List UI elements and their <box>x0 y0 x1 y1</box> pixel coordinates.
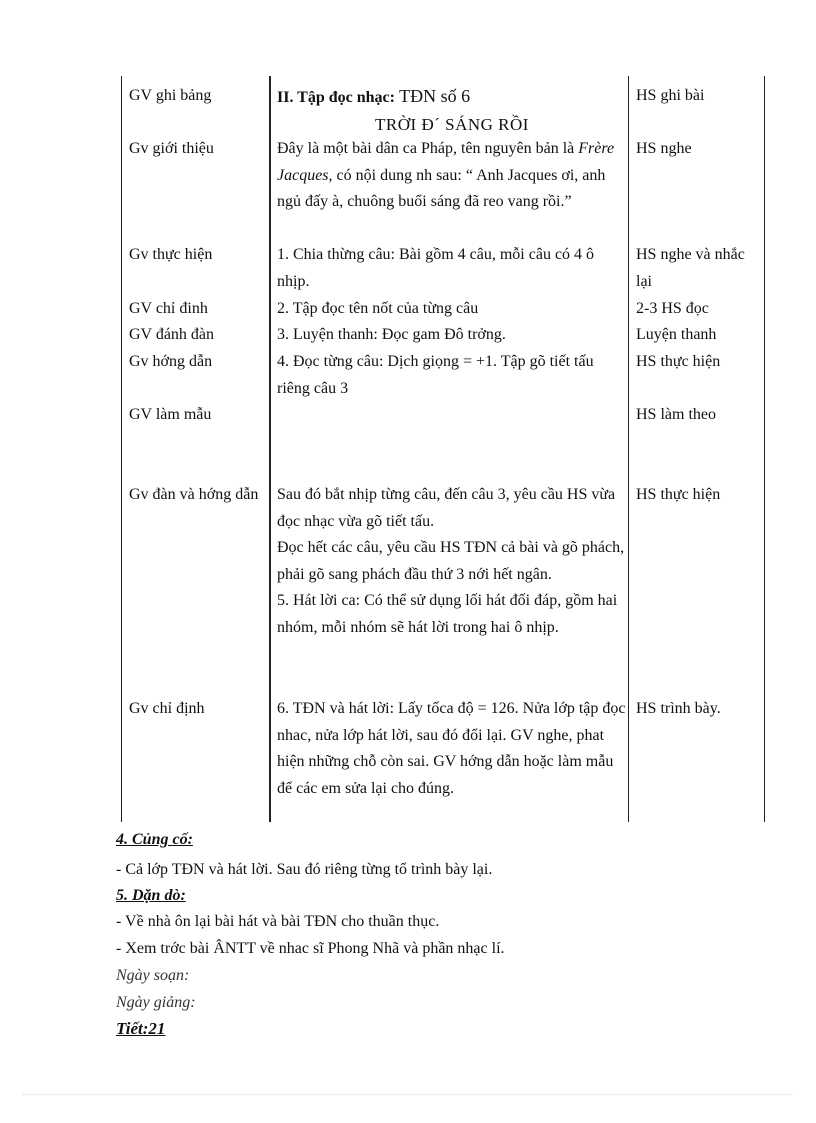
tdn-number: TĐN số 6 <box>394 86 471 106</box>
table-border-mid1 <box>269 76 271 822</box>
student-cell: HS nghe <box>636 140 692 157</box>
page-bottom-divider <box>22 1094 794 1095</box>
content-cell <box>277 83 627 138</box>
intro-text-b: có nội dung nh sau: “ Anh Jacques ơi, anh ngủ đấy à, chuông buổi sáng đã reo vang rồi.” <box>277 166 606 210</box>
teacher-cell: GV ghi bảng <box>129 87 212 104</box>
section4-line: - Cả lớp TĐN và hát lời. Sau đó riêng từng tổ trình bày lại. <box>116 861 493 878</box>
content-paragraph: 5. Hát lời ca: Có thể sử dụng lối hát đối đáp, gồm hai nhóm, mỗi nhóm sẽ hát lời trong hai ô nhịp. <box>277 592 618 636</box>
section-title: II. Tập đọc nhạc: <box>277 89 395 106</box>
section5-line1: - Về nhà ôn lại bài hát và bài TĐN cho thuần thục. <box>116 913 440 930</box>
content-cell: 1. Chia thừng câu: Bài gồm 4 câu, mỗi câu có 4 ô nhịp. <box>277 246 595 290</box>
table-border-right <box>764 76 765 822</box>
teacher-cell: GV đánh đàn <box>129 326 215 343</box>
teacher-cell: GV chỉ đinh <box>129 300 208 317</box>
intro-text-a: Đây là một bài dân ca Pháp, tên nguyên bản là <box>277 140 579 157</box>
student-cell: HS trình bày. <box>636 700 721 717</box>
content-cell: 4. Đọc từng câu: Dịch giọng = +1. Tập gõ tiết tấu riêng câu 3 <box>277 353 594 397</box>
student-cell: HS thực hiện <box>636 486 721 503</box>
teacher-cell: Gv đàn và hớng dẫn <box>129 486 259 503</box>
song-original-name: Frère Jacques, <box>277 140 615 184</box>
ngay-soan: Ngày soạn: <box>116 967 190 984</box>
content-paragraph: Sau đó bắt nhịp từng câu, đến câu 3, yêu cầu HS vừa đọc nhạc vừa gõ tiết tấu. <box>277 486 616 530</box>
teacher-cell: Gv giới thiệu <box>129 140 214 157</box>
student-cell: 2-3 HS đọc <box>636 300 709 317</box>
table-border-mid2 <box>628 76 629 822</box>
student-cell: HS thực hiện <box>636 353 721 370</box>
student-cell: HS ghi bài <box>636 87 705 104</box>
content-paragraph: Đọc hết các câu, yêu cầu HS TĐN cả bài và gõ phách, phải gõ sang phách đầu thứ 3 nới hết ngân. <box>277 539 625 583</box>
ngay-giang: Ngày giảng: <box>116 994 196 1011</box>
tiet-number: Tiết:21 <box>116 1019 166 1038</box>
student-cell: HS làm theo <box>636 406 716 423</box>
content-cell: 6. TĐN và hát lời: Lấy tốca độ = 126. Nửa lớp tập đọc nhac, nửa lớp hát lời, sau đó đổi lại. GV nghe, phat hiện những chỗ còn sai. GV hớng dẫn hoặc làm mẫu để các em sửa lại cho đúng. <box>277 700 626 797</box>
student-cell: Luyện thanh <box>636 326 717 343</box>
student-cell: HS nghe và nhắc lại <box>636 246 745 290</box>
content-cell <box>277 136 627 216</box>
song-title: TRỜI Đ´ SÁNG RỒI <box>375 114 529 134</box>
section4-heading: 4. Củng cố: <box>116 831 193 848</box>
section5-line2: - Xem trớc bài ÂNTT về nhac sĩ Phong Nhã và phần nhạc lí. <box>116 940 505 957</box>
teacher-cell: Gv thực hiện <box>129 246 213 263</box>
content-cell: 3. Luyện thanh: Đọc gam Đô trởng. <box>277 326 506 343</box>
section5-heading: 5. Dặn dò: <box>116 887 186 904</box>
teacher-cell: Gv chỉ định <box>129 700 205 717</box>
teacher-cell: Gv hớng dẫn <box>129 353 213 370</box>
content-cell: 2. Tập đọc tên nốt của từng câu <box>277 300 479 317</box>
content-cell <box>277 482 627 641</box>
table-border-left <box>121 76 122 822</box>
teacher-cell: GV làm mẫu <box>129 406 212 423</box>
